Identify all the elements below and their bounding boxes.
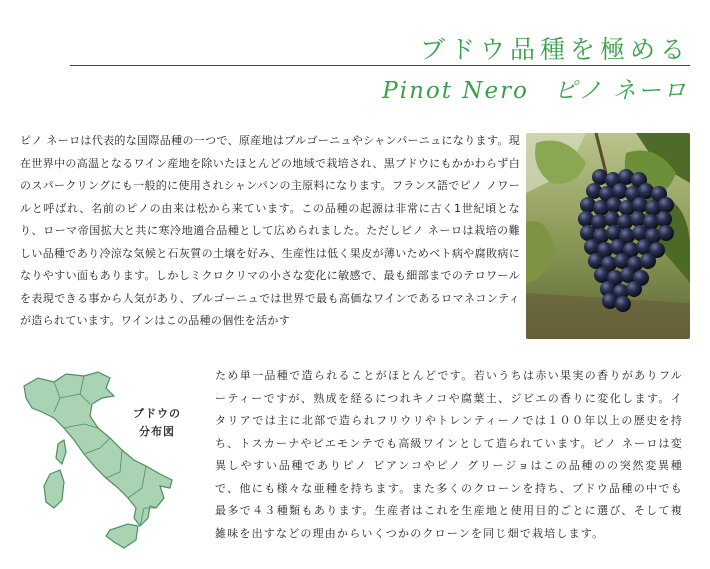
grape-berry [658, 197, 674, 213]
grape-berry [626, 281, 642, 297]
italy-distribution-map [14, 368, 204, 564]
grape-berry [640, 253, 656, 269]
title-divider [70, 65, 690, 66]
grape-cluster-photo [526, 133, 690, 339]
grape-berry [658, 225, 674, 241]
corsica-shape [56, 440, 66, 464]
grape-berry [615, 296, 631, 312]
sardinia-shape [44, 470, 64, 508]
map-label [126, 405, 188, 441]
sicily-shape [106, 524, 138, 548]
grape-berry [656, 211, 672, 227]
description-paragraph-2: ため単一品種で造られることがほとんどです。若いうちは赤い果実の香りがありフルーティーですが、熟成を経るにつれキノコや腐葉土、ジビエの香りに変化します。イタリアでは主に北部で造られフリウリやトレンティーノでは１００年以上の歴史を持ち、トスカーナやピエモンテでも高級ワインとして造られています。ピノ ネーロは変異しやすい品種でありピノ ビアンコやピノ グリージョはこの品種のの突然変異種で、他にも様々な亜種を持ちます。また多くのクローンを持ち、ブドウ品種の中でも最多で４３種類もあります。生産者はこれを生産地と使用目的ごとに選び、そして複雑味を出すなどの理由からいくつかのクローンを同じ畑で栽培します。 [215, 369, 683, 540]
variety-subtitle: Pinot Nero ピノ ネーロ [382, 78, 688, 104]
map-label-line-2: 分布図 [139, 425, 175, 438]
description-paragraph-1: ピノ ネーロは代表的な国際品種の一つで、原産地はブルゴーニュやシャンパーニュになります。現在世界中の高温となるワイン産地を除いたほとんどの地域で栽培され、黒ブドウにもかかわらず白のスパークリングにも一般的に使用されシャンパンの主原料になります。フランス語でピノ ノワールと呼ばれ、名前のピノの由来は松から来ています。この品種の起源は非常に古く1世紀頃となり、ローマ帝国拡大と共に寒冷地適合品種として広められました。ただしピノ ネーロは栽培の難しい品種であり冷涼な気候と石灰質の土壌を好み、生産性は低く果皮が薄いためベト病や腐敗病になりやすい面もあります。しかしミクロクリマの小さな変化に敏感で、最も細部までのテロワールを表現できる事から人気があり、ブルゴーニュでは世界で最も高価なワインであるロマネコンティが造られています。ワインはこの品種の個性を活かす [20, 134, 520, 327]
page-title: ブドウ品種を極める [419, 35, 690, 64]
map-label-line-1: ブドウの [133, 407, 181, 420]
